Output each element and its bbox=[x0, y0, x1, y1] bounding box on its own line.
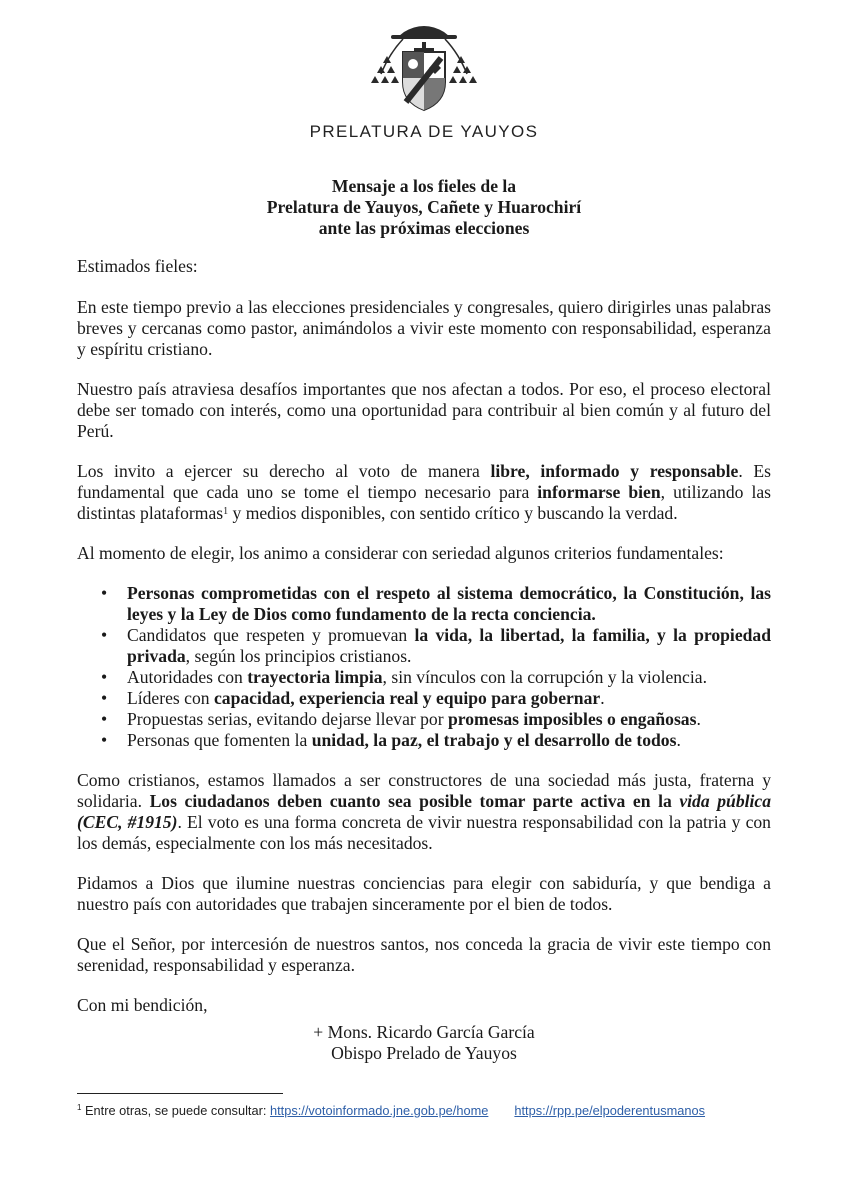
criterion-text: Personas comprometidas con el respeto al sistema democrático, la Constitución, las leyes y la Ley de Dios como fundamento de la recta conciencia. bbox=[127, 583, 771, 624]
criterion-text: , según los principios cristianos. bbox=[185, 646, 412, 666]
letter-title bbox=[0, 176, 848, 239]
list-item bbox=[101, 583, 771, 625]
vote-text-e: , utilizando las distintas plataformas bbox=[77, 482, 771, 523]
bullet: • bbox=[101, 625, 108, 645]
prelature-name: PRELATURA DE YAUYOS bbox=[309, 122, 539, 141]
criterion-text: Propuestas serias, evitando dejarse llevar por bbox=[127, 709, 448, 729]
signer-role: Obispo Prelado de Yauyos bbox=[331, 1043, 517, 1063]
letterhead bbox=[0, 18, 848, 142]
paragraph-blessing: Que el Señor, por intercesión de nuestros santos, nos conceda la gracia de vivir este tiempo con serenidad, responsabilidad y esperanza. bbox=[77, 934, 771, 975]
criterion-text: . bbox=[676, 730, 681, 750]
list-item bbox=[101, 688, 771, 709]
footnote-link-rpp[interactable]: https://rpp.pe/elpoderentusmanos bbox=[514, 1103, 706, 1118]
bullet: • bbox=[101, 709, 108, 729]
paragraph-vote bbox=[77, 461, 771, 524]
title-line-1: Mensaje a los fieles de la bbox=[331, 176, 517, 196]
paragraph-country: Nuestro país atraviesa desafíos importantes que nos afectan a todos. Por eso, el proceso electoral debe ser tomado con interés, como una oportunidad para contribuir al bien común y al futuro del Perú. bbox=[77, 379, 771, 441]
paragraph-christians bbox=[77, 770, 771, 854]
footnote-reference: 1 bbox=[223, 506, 229, 517]
footnote-link-votoinformado[interactable]: https://votoinformado.jne.gob.pe/home bbox=[269, 1103, 489, 1118]
criterion-emphasis: unidad, la paz, el trabajo y el desarrollo de todos bbox=[311, 730, 677, 750]
footnote bbox=[77, 1103, 797, 1118]
christians-citation: vida pública (CEC, #1915) bbox=[77, 791, 771, 832]
footnote-number: 1 bbox=[77, 1103, 82, 1112]
bullet: • bbox=[101, 583, 108, 603]
christians-emphasis: Los ciudadanos deben cuanto sea posible tomar parte activa en la bbox=[149, 791, 680, 811]
vote-text-c: . Es fundamental que cada uno se tome el tiempo necesario para bbox=[77, 461, 772, 502]
signer-name: + Mons. Ricardo García García bbox=[313, 1022, 535, 1042]
title-line-3: ante las próximas elecciones bbox=[318, 218, 530, 238]
criterion-emphasis: capacidad, experiencia real y equipo para gobernar bbox=[213, 688, 601, 708]
christians-text-d: . El voto es una forma concreta de vivir nuestra responsabilidad con la patria y con los demás, especialmente con los más necesitados. bbox=[77, 812, 771, 853]
criteria-list bbox=[77, 583, 771, 751]
criterion-text: , sin vínculos con la corrupción y la violencia. bbox=[382, 667, 707, 687]
criterion-emphasis: la vida, la libertad, la familia, y la propiedad privada bbox=[127, 625, 771, 666]
coat-of-arms-icon bbox=[359, 18, 489, 118]
paragraph-prayer: Pidamos a Dios que ilumine nuestras conciencias para elegir con sabiduría, y que bendiga a nuestro país con autoridades que trabajen sinceramente por el bien de todos. bbox=[77, 873, 771, 914]
signature-block bbox=[0, 1022, 848, 1064]
paragraph-criteria-intro: Al momento de elegir, los animo a considerar con seriedad algunos criterios fundamentales: bbox=[77, 543, 724, 563]
vote-emphasis-inform: informarse bien bbox=[537, 482, 661, 502]
list-item bbox=[101, 625, 771, 667]
list-item bbox=[101, 667, 771, 688]
bullet: • bbox=[101, 667, 108, 687]
criterion-emphasis: trayectoria limpia bbox=[247, 667, 383, 687]
title-line-2: Prelatura de Yauyos, Cañete y Huarochirí bbox=[266, 197, 582, 217]
list-item bbox=[101, 730, 771, 751]
vote-emphasis-free: libre, informado y responsable bbox=[490, 461, 739, 481]
criterion-emphasis: promesas imposibles o engañosas bbox=[447, 709, 697, 729]
criterion-text: Autoridades con bbox=[127, 667, 248, 687]
paragraph-intro: En este tiempo previo a las elecciones presidenciales y congresales, quiero dirigirles unas palabras breves y cercanas como pastor, animándolos a vivir este momento con responsabilidad, esperanza y espíritu cristiano. bbox=[77, 297, 771, 359]
letter-body bbox=[77, 256, 771, 1035]
footnote-text: Entre otras, se puede consultar: bbox=[85, 1103, 270, 1118]
bullet: • bbox=[101, 730, 108, 750]
greeting: Estimados fieles: bbox=[77, 256, 198, 276]
criterion-text: Personas que fomenten la bbox=[127, 730, 312, 750]
criterion-text: . bbox=[696, 709, 701, 729]
list-item bbox=[101, 709, 771, 730]
christians-text-a: Como cristianos, estamos llamados a ser constructores de una sociedad más justa, fraterna y solidaria. bbox=[77, 770, 771, 811]
vote-text-f: y medios disponibles, con sentido crítico y buscando la verdad. bbox=[228, 503, 678, 523]
footnote-divider bbox=[77, 1093, 283, 1094]
vote-text-a: Los invito a ejercer su derecho al voto de manera bbox=[77, 461, 491, 481]
criterion-text: Líderes con bbox=[127, 688, 214, 708]
closing-salutation: Con mi bendición, bbox=[77, 995, 208, 1015]
criterion-text: . bbox=[600, 688, 605, 708]
bullet: • bbox=[101, 688, 108, 708]
criterion-text: Candidatos que respeten y promuevan bbox=[127, 625, 415, 645]
